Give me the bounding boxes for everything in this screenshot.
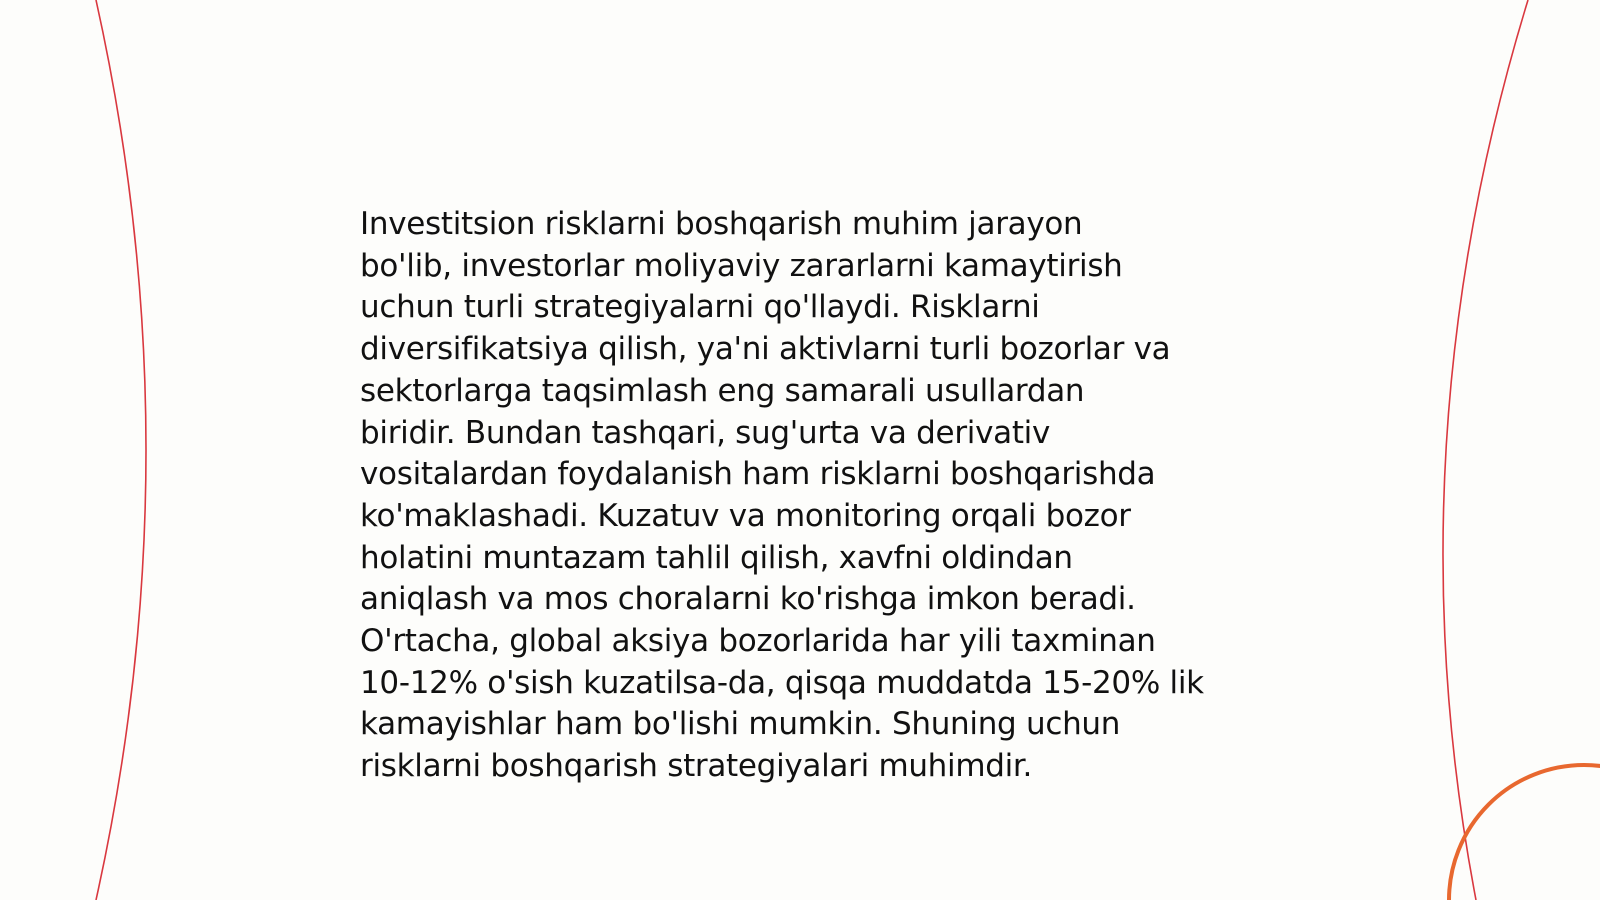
paragraph-line: diversifikatsiya qilish, ya'ni aktivlarni turli bozorlar va: [360, 331, 1171, 368]
left-arc-line: [96, 0, 146, 900]
paragraph-line: holatini muntazam tahlil qilish, xavfni oldindan: [360, 539, 1073, 576]
paragraph-line: Investitsion risklarni boshqarish muhim jarayon: [360, 206, 1083, 242]
paragraph-line: sektorlarga taqsimlash eng samarali usullardan: [360, 372, 1085, 409]
paragraph-line: uchun turli strategiyalarni qo'llaydi. Risklarni: [360, 289, 1040, 326]
paragraph-line: ko'maklashadi. Kuzatuv va monitoring orqali bozor: [360, 497, 1131, 534]
paragraph-line: 10-12% o'sish kuzatilsa-da, qisqa muddatda 15-20% lik: [360, 664, 1204, 701]
paragraph-line: biridir. Bundan tashqari, sug'urta va derivativ: [360, 414, 1051, 451]
right-arc-line: [1443, 0, 1528, 900]
paragraph-line: risklarni boshqarish strategiyalari muhimdir.: [360, 748, 1033, 785]
paragraph-line: O'rtacha, global aksiya bozorlarida har yili taxminan: [360, 623, 1156, 660]
paragraph-line: kamayishlar ham bo'lishi mumkin. Shuning uchun: [360, 706, 1121, 743]
paragraph-line: bo'lib, investorlar moliyaviy zararlarni kamaytirish: [360, 247, 1123, 284]
paragraph-line: vositalardan foydalanish ham risklarni boshqarishda: [360, 456, 1156, 493]
paragraph-line: aniqlash va mos choralarni ko'rishga imkon beradi.: [360, 581, 1136, 618]
body-paragraph: [360, 204, 1260, 788]
